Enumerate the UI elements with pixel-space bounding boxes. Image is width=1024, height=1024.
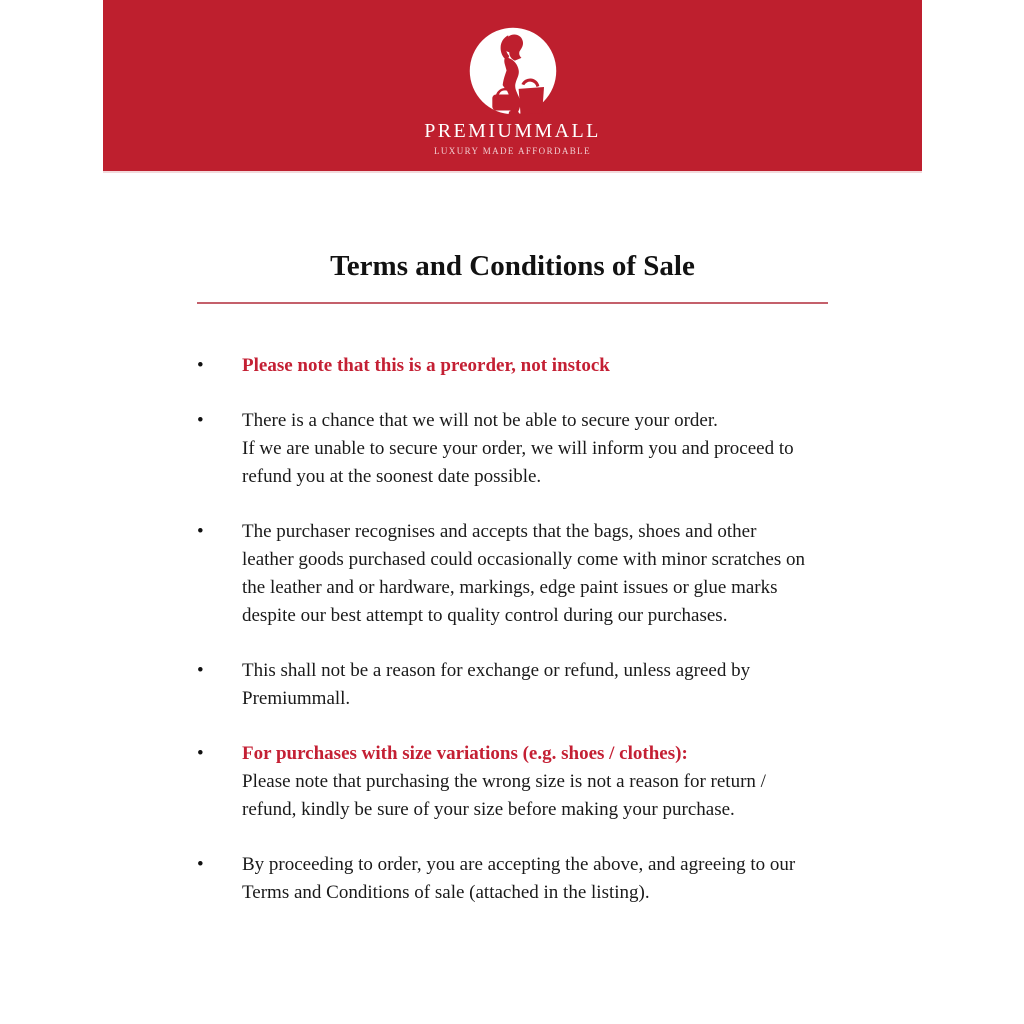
title-divider bbox=[197, 302, 828, 304]
brand-logo bbox=[466, 24, 560, 118]
brand-tagline: LUXURY MADE AFFORDABLE bbox=[434, 146, 591, 156]
terms-list bbox=[197, 352, 828, 907]
term-line: Please note that this is a preorder, not instock bbox=[242, 355, 610, 376]
brand-name: PREMIUMMALL bbox=[424, 120, 601, 142]
term-line: refund, kindly be sure of your size before making your purchase. bbox=[242, 799, 735, 820]
list-item bbox=[197, 851, 828, 907]
term-line: There is a chance that we will not be able to secure your order. bbox=[242, 410, 718, 431]
term-line: Terms and Conditions of sale (attached in the listing). bbox=[242, 882, 650, 903]
document-page bbox=[197, 248, 828, 934]
bullet-icon: • bbox=[197, 355, 204, 376]
term-line: refund you at the soonest date possible. bbox=[242, 466, 542, 487]
term-line: leather goods purchased could occasionally come with minor scratches on bbox=[242, 549, 805, 570]
term-line: If we are unable to secure your order, we will inform you and proceed to bbox=[242, 438, 794, 459]
list-item bbox=[197, 657, 828, 713]
term-line: despite our best attempt to quality control during our purchases. bbox=[242, 605, 728, 626]
term-line: The purchaser recognises and accepts that the bags, shoes and other bbox=[242, 521, 757, 542]
term-line: This shall not be a reason for exchange or refund, unless agreed by bbox=[242, 660, 751, 681]
list-item bbox=[197, 518, 828, 630]
bullet-icon: • bbox=[197, 521, 204, 542]
term-line: Premiummall. bbox=[242, 688, 351, 709]
list-item bbox=[197, 352, 828, 380]
bullet-icon: • bbox=[197, 410, 204, 431]
bullet-icon: • bbox=[197, 660, 204, 681]
bullet-icon: • bbox=[197, 743, 204, 764]
term-line: Please note that purchasing the wrong size is not a reason for return / bbox=[242, 771, 766, 792]
woman-with-shopping-bags-silhouette-icon bbox=[466, 24, 560, 118]
term-line: By proceeding to order, you are accepting the above, and agreeing to our bbox=[242, 854, 796, 875]
list-item bbox=[197, 407, 828, 491]
bullet-icon: • bbox=[197, 854, 204, 875]
term-line: the leather and or hardware, markings, edge paint issues or glue marks bbox=[242, 577, 778, 598]
term-line: For purchases with size variations (e.g. shoes / clothes): bbox=[242, 743, 688, 764]
list-item bbox=[197, 740, 828, 824]
brand-banner bbox=[103, 0, 922, 171]
page-title: Terms and Conditions of Sale bbox=[330, 250, 695, 282]
